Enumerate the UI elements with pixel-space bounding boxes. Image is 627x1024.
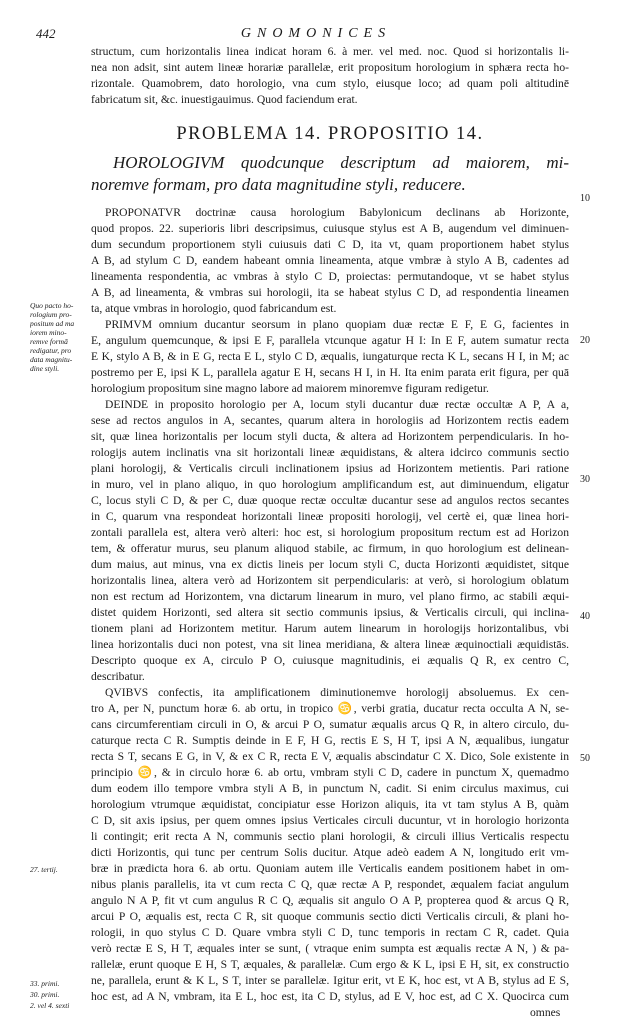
proposition-line: noremve formam, pro data magnitudine styli, reducere.: [91, 175, 466, 194]
text-line: plani horologij, & Verticalis circuli inclinationem ipsius ad Horizontem metientis. Pari ratione: [91, 462, 569, 475]
margin-reference: 30. primi.: [30, 990, 60, 999]
text-line: C, locus styli C D, & per C, duæ quoque rectæ occultæ ducantur sese ad angulos rectos secantes: [91, 494, 569, 507]
text-line: rologii, in quo stylus C D. Quare vmbra styli C D, tunc temporis in rectam C R, cadet. Quia: [91, 926, 569, 939]
margin-note-line: data magnitu-: [30, 355, 73, 364]
text-line: tem, & offeratur murus, seu planum aliquod stabile, ac firmum, in quo horologium est delinean-: [91, 542, 569, 555]
text-line: QVIBVS confectis, ita amplificationem diminutionemve horologij absoluemus. Ex cen-: [105, 686, 569, 699]
running-head: [36, 26, 596, 42]
text-line: E K, stylo A B, & in E G, recta E L, stylo C D, æqualis, iungaturque recta K L, secans H I, in M; ac: [91, 350, 569, 363]
main-text: [91, 205, 569, 1005]
text-line: postremo per E, ipsi K L, parallela agatur E H, secans H I, in H. Ita enim parata erit figura, per quā: [91, 366, 569, 379]
text-line: dum secundum proportionem styli cuiusuis dati C D, ita vt, quam proportionem habet stylus: [91, 238, 569, 251]
text-line: fabricatum sit, &c. inuestigauimus. Quod faciendum erat.: [91, 93, 358, 106]
margin-note-line: iorem mino-: [30, 328, 67, 337]
proposition-line: HOROLOGIVM quodcunque descriptum ad maiorem, mi-: [113, 153, 569, 172]
margin-note-line: remve formā: [30, 337, 68, 346]
text-line: Descripto quoque ex A, circulo P O, cuiusque magnitudinis, ei æqualis Q R, ex centro C,: [91, 654, 569, 667]
page-number: 442: [36, 26, 56, 41]
text-line: A B, ad lineamenta, & vmbras sui horologii, ita se habeat stylus C D, ad respondentia lineamen: [91, 286, 569, 299]
text-line: recta S T, secans E G, in V, & ex C R, recta E V, æqualis abscindatur C X. Dico, Sole existente in: [91, 750, 569, 763]
margin-note-line: rologium pro-: [30, 310, 72, 319]
text-line: zontali parallela est, altera verò alteri: hoc est, si horologium propositum rectum est ad Horizon: [91, 526, 569, 539]
text-line: dum eodem illo tempore vmbra styli A B, in punctum N, cadit. Si enim circulus maximus, cui: [91, 782, 569, 795]
text-line: C D, sit axis ipsius, per quem omnes ipsius Verticales circuli ducuntur, vt in horologio horizonta: [91, 814, 569, 827]
text-line: hoc est, ad A N, vmbram, ita E L, hoc est, ita C D, stylus, ad E V, hoc est, ad C X. Quocirca cum: [91, 990, 569, 1003]
text-line: structum, cum horizontalis linea indicat horam 6. à mer. vel med. noc. Quod si horizontalis li-: [91, 45, 569, 58]
margin-reference: 27. tertij.: [30, 865, 58, 874]
text-line: tionem plani ad Horizontem metitur. Harum autem linearum in horologijs horizontalibus, vbi: [91, 622, 569, 635]
text-line: caturque recta C R. Sumptis deinde in E F, H G, rectis E S, H T, ipsi A N, æqualibus, iungatur: [91, 734, 569, 747]
line-number: 50: [580, 753, 590, 764]
margin-reference: 2. vel 4. sexti: [30, 1001, 70, 1010]
text-line: A B, ad stylum C D, eandem habeant omnia lineamenta, atque vmbræ à stylo A B, cadentes ad: [91, 254, 569, 267]
text-line: arcui P O, æqualis est, recta C R, sit quoque communis sectio dicti Verticalis circuli, & plani ho-: [91, 910, 569, 923]
text-line: lineamenta respondentia, ac vmbras à stylo C D, proiectas: permutandoque, vt se habet stylus: [91, 270, 569, 283]
text-line: E, angulum quemcunque, & ipsi E F, parallela vtcunque agatur H I: In E F, autem sumatur recta: [91, 334, 569, 347]
text-line: horologium vtrumque æquidistat, concipiatur esse Horizon aliquis, ita vt tam stylus A B, quàm: [91, 798, 569, 811]
running-title: GNOMONICES: [240, 26, 392, 41]
text-line: rologijs autem inclinatis vna sit horizontali lineæ æquidistans, & altera idcirco communis sectio: [91, 446, 569, 459]
line-number: 20: [580, 335, 590, 346]
text-line: PRIMVM omnium ducantur seorsum in plano quopiam duæ rectæ E F, E G, facientes in: [105, 318, 569, 331]
text-line: in muro, vel in plano aliquo, in quo horologium amplificandum est, aut diminuendum, eligatur: [91, 478, 569, 491]
margin-note-line: Quo pacto ho-: [30, 301, 74, 310]
line-number: 40: [580, 611, 590, 622]
text-line: dicti Horizontis, qui tunc per centrum Solis ducitur. Atque adeò eadem A N, longitudo erit vm-: [91, 846, 569, 859]
text-line: non est rectum ad Horizontem, vna dictarum linearum in muro, vel plano firmo, ac stabili æqui-: [91, 590, 569, 603]
text-line: cans circumferentiam circuli in O, & arcui P O, sumatur æqualis arcus Q R, in altero circulo, du-: [91, 718, 569, 731]
intro-paragraph: [91, 44, 569, 108]
text-line: describatur.: [91, 670, 145, 683]
text-line: angulo N A P, fit vt cum angulus R C Q, æqualis sit angulo O A P, propterea quod & arcus Q R,: [91, 894, 569, 907]
text-line: quod propos. 22. superioris libri descripsimus, cuiusque stylus est A B, augendum vel diminuen-: [91, 222, 569, 235]
text-line: DEINDE in proposito horologio per A, locum styli ducantur duæ rectæ occultæ A P, A a,: [105, 398, 569, 411]
text-line: principio ♋, & in circulo horæ 6. ab ortu, vmbram styli C D, cadere in punctum X, quemadmo: [91, 766, 569, 779]
line-number: 30: [580, 474, 590, 485]
text-line: tro A, per N, punctum horæ 6. ab ortu, in tropico ♋, verbi gratia, ducatur recta occulta A N, se-: [91, 702, 569, 715]
text-line: horizontalis linea, altera verò ad Horizontem sit perpendicularis: at verò, si horologium oblatum: [91, 574, 569, 587]
line-number: 10: [580, 193, 590, 204]
text-line: sit, quæ linea horizontalis per locum styli ducta, & altera ad Horizontem perpendicularis. In ho-: [91, 430, 569, 443]
problem-heading: PROBLEMA 14. PROPOSITIO 14.: [176, 124, 484, 144]
text-line: bræ in prædicta hora 6. ab ortu. Quoniam autem ille Verticalis eandem positionem habet in om-: [91, 862, 569, 875]
text-line: horologium propositum sine magno labore ad maiorem minoremve figuram redigetur.: [91, 382, 489, 395]
text-line: in C, quarum vna respondeat horizontali lineæ propositi horologij, vel certè ei, quæ linea hori-: [91, 510, 569, 523]
margin-note: [30, 301, 88, 373]
text-line: nea non adsit, sint autem lineæ horariæ parallelæ, erit propositum horologium in sphæra recta ho-: [91, 61, 569, 74]
margin-reference: 33. primi.: [30, 979, 60, 988]
text-line: ne, parallela, erunt & K L, S T, inter se parallelæ. Igitur erit, vt E K, hoc est, vt A B, stylus ad E S,: [91, 974, 569, 987]
catchword: omnes: [530, 1006, 561, 1019]
text-line: li contingit; erit recta A N, communis sectio plani horologii, & circuli illius Verticalis respectu: [91, 830, 569, 843]
margin-note-line: positum ad ma: [30, 319, 75, 328]
text-line: ta, atque vmbras in horologio, quod fabricandum est.: [91, 302, 337, 315]
text-line: dum maius, aut minus, vna ex dictis lineis per locum styli C, ducta Horizonti æquidistet, sitque: [91, 558, 569, 571]
text-line: sese ad rectos angulos in A, secantes, quarum altera in horologiis ad Horizontem rectis eadem: [91, 414, 569, 427]
text-line: PROPONATVR doctrinæ causa horologium Babylonicum declinans ab Horizonte,: [105, 206, 569, 219]
text-line: rizontale. Quamobrem, dato horologio, vna cum stylo, eiusque loco; ad quam poli altitudinē: [91, 77, 569, 90]
text-line: verò rectæ E S, H T, æquales inter se sunt, ( vtraque enim sumpta est æqualis rectæ A N, ) & pa-: [91, 942, 569, 955]
text-line: nibus planis parallelis, ita vt cum recta C Q, quæ rectæ A P, respondet, æqualem faciat angulum: [91, 878, 569, 891]
text-line: linea horizontalis duci non potest, vna sit linea meridiana, & altera lineæ æquinoctiali æquidistās.: [91, 638, 569, 651]
text-line: distet quidem Horizonti, sed altera sit sectio communis ipsius, & Verticalis circuli, qui inclina-: [91, 606, 569, 619]
margin-note-line: redigatur, pro: [30, 346, 72, 355]
margin-note-line: dine styli.: [30, 364, 60, 373]
text-line: rallelæ, erunt quoque E H, S T, æquales, & parallelæ. Cum ergo & K L, ipsi E H, sit, ex constructio: [91, 958, 569, 971]
proposition-statement: [91, 152, 569, 196]
